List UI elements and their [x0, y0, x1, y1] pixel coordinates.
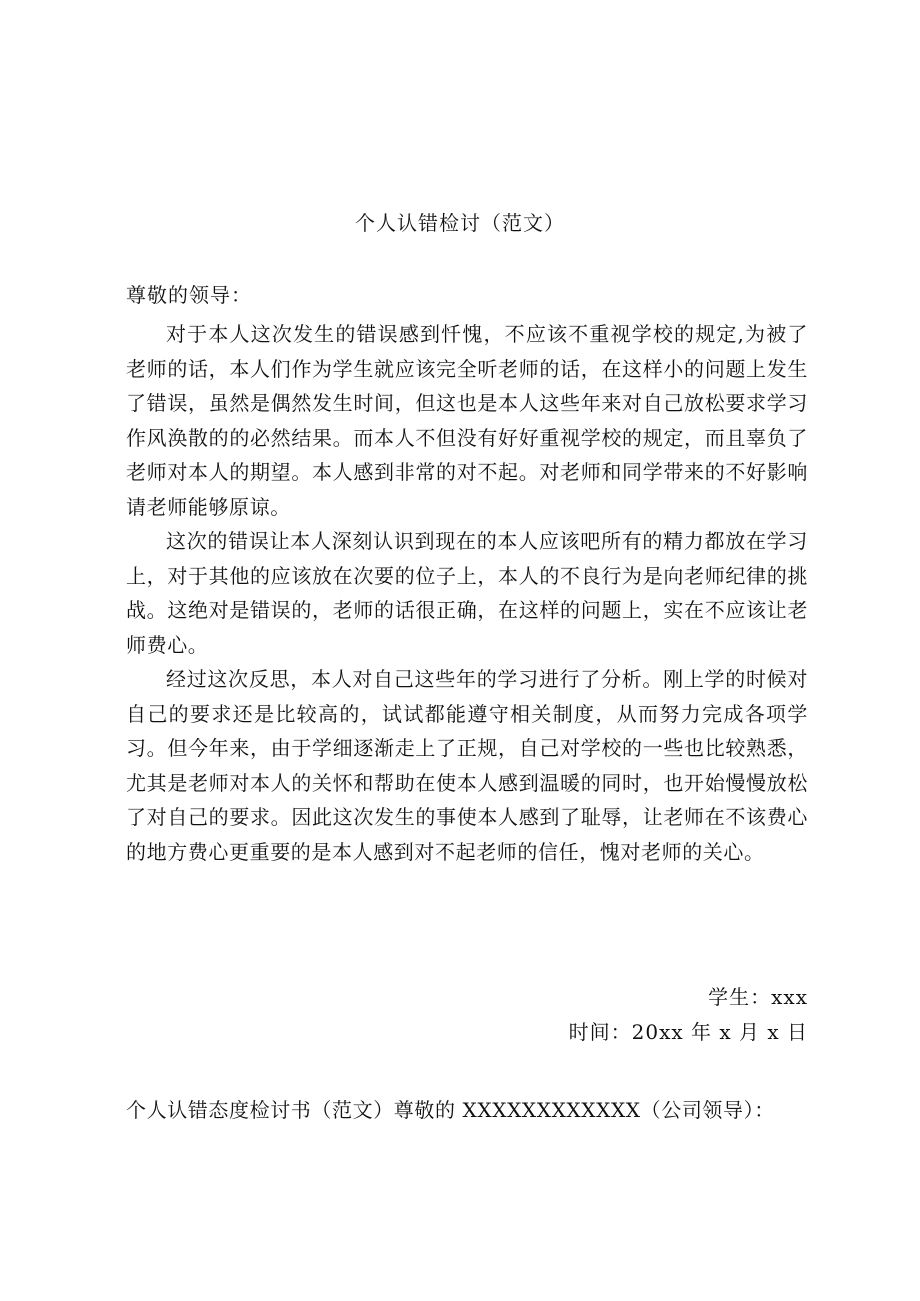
- signature-date: 时间：20xx 年 x 月 x 日: [568, 1020, 808, 1044]
- document-title: 个人认错检讨（范文）: [355, 211, 565, 235]
- next-document-heading: 个人认错态度检讨书（范文）尊敬的 XXXXXXXXXXXX（公司领导）：: [126, 1098, 775, 1122]
- signature-student: 学生：xxx: [708, 985, 808, 1009]
- document-body: [126, 317, 808, 869]
- body-paragraph-2: 这次的错误让本人深刻认识到现在的本人应该吧所有的精力都放在学习上，对于其他的应该放在次要的位子上，本人的不良行为是向老师纪律的挑战。这绝对是错误的，老师的话很正确，在这样的问题上，实在不应该让老师费心。: [126, 529, 808, 657]
- signature-block: [569, 980, 808, 1050]
- body-paragraph-3: 经过这次反思，本人对自己这些年的学习进行了分析。刚上学的时候对自己的要求还是比较高的，试试都能遵守相关制度，从而努力完成各项学习。但今年来，由于学细逐渐走上了正规，自己对学校的一些也比较熟悉，尤其是老师对本人的关怀和帮助在使本人感到温暖的同时，也开始慢慢放松了对自己的要求。因此这次发生的事使本人感到了耻辱，让老师在不该费心的地方费心更重要的是本人感到对不起老师的信任，愧对老师的关心。: [126, 667, 808, 864]
- salutation: 尊敬的领导：: [126, 283, 252, 307]
- body-paragraph-1: 对于本人这次发生的错误感到忏愧，不应该不重视学校的规定,为被了老师的话，本人们作为学生就应该完全听老师的话，在这样小的问题上发生了错误，虽然是偶然发生时间，但这也是本人这些年来对自己放松要求学习作风涣散的的必然结果。而本人不但没有好好重视学校的规定，而且辜负了老师对本人的期望。本人感到非常的对不起。对老师和同学带来的不好影响请老师能够原谅。: [126, 322, 808, 519]
